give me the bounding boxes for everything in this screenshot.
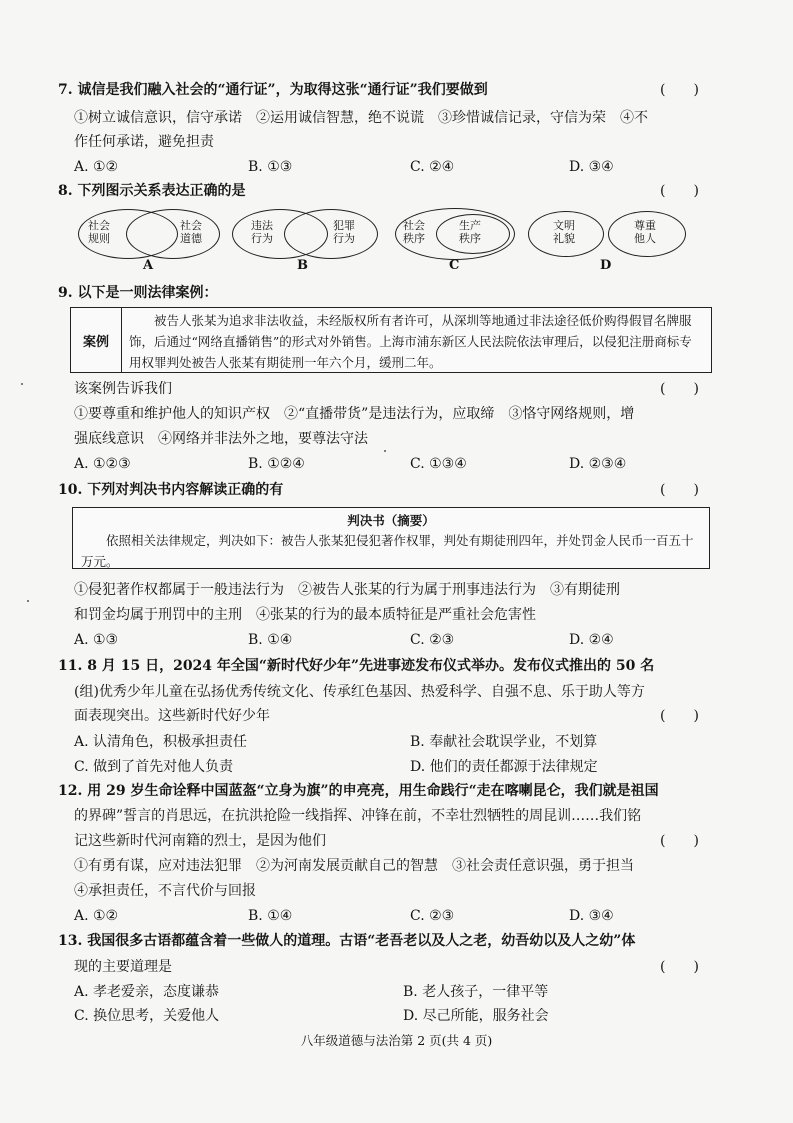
scan-speck xyxy=(21,383,23,385)
q12-answer-paren: ( ) xyxy=(660,833,699,849)
q8-answer-paren: ( ) xyxy=(660,183,699,199)
q7-statements-line2: 作任何承诺，避免担责 xyxy=(74,134,214,150)
q11-stem-line3: 面表现突出。这些新时代好少年 xyxy=(74,708,270,724)
q13-option-b: B. 老人孩子，一律平等 xyxy=(403,984,549,1000)
q11-option-a: A. 认清角色，积极承担责任 xyxy=(74,734,248,750)
q9-statements-line1: ①要尊重和维护他人的知识产权 ②“直播带货”是违法行为，应取缔 ③恪守网络规则，增 xyxy=(74,406,635,422)
diagram-a-letter: A xyxy=(143,258,154,273)
diagram-b-right-ellipse xyxy=(284,209,378,259)
q13-option-c: C. 换位思考，关爱他人 xyxy=(74,1008,220,1024)
q12-option-d: D. ③④ xyxy=(569,908,614,924)
scan-speck xyxy=(27,600,29,602)
scan-speck xyxy=(384,450,386,452)
diagram-d-left-text: 文明 礼貌 xyxy=(553,219,575,245)
q9-option-c: C. ①③④ xyxy=(410,456,467,472)
diagram-c-letter: C xyxy=(449,258,460,273)
diagram-c-inner-text: 生产 秩序 xyxy=(459,219,481,245)
diagram-d-right-text: 尊重 他人 xyxy=(634,219,656,245)
q11-option-b: B. 奉献社会耽误学业，不划算 xyxy=(410,734,598,750)
q9-question: 该案例告诉我们 xyxy=(74,381,172,397)
q9-option-d: D. ②③④ xyxy=(569,456,627,472)
diagram-a-right-ellipse xyxy=(126,209,220,259)
q7-option-b: B. ①③ xyxy=(248,159,293,175)
q7-option-c: C. ②④ xyxy=(410,159,455,175)
q13-option-d: D. 尽己所能，服务社会 xyxy=(403,1008,549,1024)
q9-case-text: 被告人张某为追求非法收益，未经版权所有者许可，从深圳等地通过非法途径低价购得假冒名牌服饰，后通过“网络直播销售”的形式对外销售。上海市浦东新区人民法院依法审理后，以侵犯注册商标专用权罪判处被告人张某有期徒刑一年六个月，缓刑二年。 xyxy=(129,313,692,370)
q13-stem-line1: 13. 我国很多古语都蕴含着一些做人的道理。古语“老吾老以及人之老，幼吾幼以及人之幼”体 xyxy=(58,933,636,949)
q11-answer-paren: ( ) xyxy=(660,708,699,724)
q13-stem-line2: 现的主要道理是 xyxy=(74,959,172,975)
q8-stem: 8. 下列图示关系表达正确的是 xyxy=(58,183,246,199)
q10-option-b: B. ①④ xyxy=(248,632,293,648)
q10-verdict-text: 依照相关法律规定，判决如下：被告人张某犯侵犯著作权罪，判处有期徒刑四年，并处罚金人民币一百五十万元。 xyxy=(81,533,694,569)
q10-option-c: C. ②③ xyxy=(410,632,455,648)
page-footer: 八年级道德与法治第 2 页(共 4 页) xyxy=(300,1033,493,1048)
q12-stem-line2: 的界碑”誓言的肖思远，在抗洪抢险一线指挥、冲锋在前，不幸壮烈牺牲的周昆训……我们铭 xyxy=(74,808,642,824)
q11-stem-line2: (组)优秀少年儿童在弘扬优秀传统文化、传承红色基因、热爱科学、自强不息、乐于助人等方 xyxy=(74,684,645,700)
q7-option-a: A. ①② xyxy=(74,159,119,175)
q9-stem: 9. 以下是一则法律案例： xyxy=(58,285,218,301)
q10-stem: 10. 下列对判决书内容解读正确的有 xyxy=(58,482,284,498)
diagram-c-outer-text: 社会 秩序 xyxy=(403,219,425,245)
diagram-a-left-text: 社会 规则 xyxy=(88,219,110,245)
q10-statements-line1: ①侵犯著作权都属于一般违法行为 ②被告人张某的行为属于刑事违法行为 ③有期徒刑 xyxy=(74,582,620,598)
q11-option-c: C. 做到了首先对他人负责 xyxy=(74,759,234,775)
diagram-b-right-text: 犯罪 行为 xyxy=(333,219,355,245)
q10-option-d: D. ②④ xyxy=(569,632,614,648)
q12-option-a: A. ①② xyxy=(74,908,119,924)
q10-statements-line2: 和罚金均属于刑罚中的主刑 ④张某的行为的最本质特征是严重社会危害性 xyxy=(74,607,536,623)
q9-option-a: A. ①②③ xyxy=(74,456,131,472)
q13-answer-paren: ( ) xyxy=(660,959,699,975)
q13-option-a: A. 孝老爱亲，态度谦恭 xyxy=(74,984,220,1000)
q9-case-box xyxy=(70,307,712,373)
diagram-b-letter: B xyxy=(297,258,308,273)
q12-option-c: C. ②③ xyxy=(410,908,455,924)
q10-verdict-box xyxy=(72,507,710,569)
q12-stem-line3: 记这些新时代河南籍的烈士，是因为他们 xyxy=(74,833,326,849)
diagram-b-left-text: 违法 行为 xyxy=(251,219,273,245)
q11-option-d: D. 他们的责任都源于法律规定 xyxy=(410,759,598,775)
diagram-a-right-text: 社会 道德 xyxy=(180,219,202,245)
q10-verdict-title: 判决书（摘要） xyxy=(347,513,435,528)
q12-option-b: B. ①④ xyxy=(248,908,293,924)
q10-option-a: A. ①③ xyxy=(74,632,119,648)
q12-statements-line1: ①有勇有谋，应对违法犯罪 ②为河南发展贡献自己的智慧 ③社会责任意识强，勇于担当 xyxy=(74,858,634,874)
diagram-d-letter: D xyxy=(600,258,612,273)
q7-stem: 7. 诚信是我们融入社会的“通行证”，为取得这张“通行证”我们要做到 xyxy=(58,82,488,98)
q9-case-label: 案例 xyxy=(71,308,122,372)
q7-statements-line1: ①树立诚信意识，信守承诺 ②运用诚信智慧，绝不说谎 ③珍惜诚信记录，守信为荣 ④不 xyxy=(74,110,648,126)
q10-answer-paren: ( ) xyxy=(660,482,699,498)
q9-answer-paren: ( ) xyxy=(660,381,699,397)
q9-option-b: B. ①②④ xyxy=(248,456,305,472)
q11-stem-line1: 11. 8 月 15 日，2024 年全国“新时代好少年”先进事迹发布仪式举办。发布仪式推出的 50 名 xyxy=(58,658,655,674)
q12-statements-line2: ④承担责任，不言代价与回报 xyxy=(74,883,256,899)
q7-answer-paren: ( ) xyxy=(660,82,699,98)
q7-option-d: D. ③④ xyxy=(569,159,614,175)
q9-statements-line2: 强底线意识 ④网络并非法外之地，要尊法守法 xyxy=(74,431,368,447)
q12-stem-line1: 12. 用 29 岁生命诠释中国蓝盔“立身为旗”的申亮亮，用生命践行“走在喀喇昆仑，我们就是祖国 xyxy=(58,783,659,799)
